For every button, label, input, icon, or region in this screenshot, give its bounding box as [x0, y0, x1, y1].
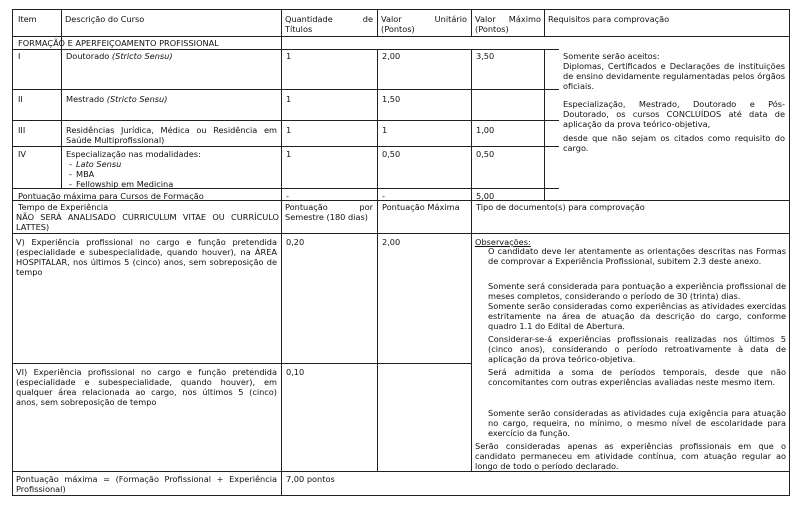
row-qtd: 1	[286, 51, 292, 61]
row-item: II	[18, 94, 23, 104]
pontuacao-total-value: 7,00 pontos	[286, 474, 335, 484]
experiencia-aviso: NÃO SERÁ ANALISADO CURRICULUM VITAE OU CURRÍCULO LATTES)	[16, 212, 279, 232]
observacoes-title: Observações:	[475, 237, 531, 247]
row-desc-text: Mestrado	[66, 94, 105, 104]
row-unit: 0,50	[382, 149, 401, 159]
header-descricao: Descrição do Curso	[65, 14, 145, 24]
observacao: Será admitida a soma de períodos temporais, desde que não concomitantes com outras experiências avaliadas neste mesmo item.	[488, 367, 786, 387]
requisitos-paragraph: desde que não sejam os citados como requisito do cargo.	[563, 133, 785, 153]
row-qtd: 1	[286, 94, 292, 104]
experiencia-desc: VI) Experiência profissional no cargo e função pretendida (especialidade e subespecialidade, quando houver), em qualquer área relacionada ao cargo, nos últimos 5 (cinco) anos, sem sobreposição de tempo	[16, 367, 277, 407]
row-desc	[66, 149, 277, 189]
list-item: - Lato Sensu	[76, 159, 277, 169]
header-valor-unitario: Valor Unitário (Pontos)	[381, 14, 467, 34]
pontuacao-total-label: Pontuação máxima = (Formação Profissional + Experiência Profissional)	[16, 474, 277, 494]
row-qtd: 1	[286, 125, 292, 135]
experiencia-max: 2,00	[382, 237, 401, 247]
row-unit: 1	[382, 125, 388, 135]
row-desc-text: Doutorado	[66, 51, 110, 61]
observacao: Considerar-se-á experiências profissionais realizadas nos últimos 5 (cinco anos), considerando o período retroativamente à data de aplicação da prova teórico-objetiva.	[488, 334, 786, 364]
header-item: Item	[18, 14, 37, 24]
pontuacao-semestre: Pontuação por Semestre (180 dias)	[285, 202, 373, 222]
requisitos-paragraph: Especialização, Mestrado, Doutorado e Pós-Doutorado, os cursos CONCLUÍDOS até data de aplicação da prova teórico-objetiva,	[563, 99, 785, 129]
row-desc-em: (Stricto Sensu)	[111, 51, 173, 61]
row-unit: 2,00	[382, 51, 401, 61]
list-item: - MBA	[76, 169, 277, 179]
row-qtd: 1	[286, 149, 292, 159]
observacao: Somente serão consideradas as atividades cuja exigência para atuação no cargo, requeira, no mínimo, o mesmo nível de escolaridade para exercício da função.	[488, 408, 786, 438]
pontuacao-formacao-qtd: -	[286, 191, 289, 201]
observacao: Somente será considerada para pontuação a experiência profissional de meses completos, considerando o período de 30 (trinta) dias.	[488, 281, 786, 301]
row-max: 1,00	[476, 125, 495, 135]
row-desc	[66, 51, 173, 61]
pontuacao-formacao-unit: -	[382, 191, 385, 201]
row-unit: 1,50	[382, 94, 401, 104]
pontuacao-maxima: Pontuação Máxima	[382, 202, 460, 212]
section-title: FORMAÇÃO E APERFEIÇOAMENTO PROFISSIONAL	[18, 38, 219, 48]
row-item: III	[18, 125, 26, 135]
observacao: Serão consideradas apenas as experiências profissionais em que o candidato permaneceu em atividade contínua, com atuação regular ao longo de todo o período declarado.	[475, 441, 786, 471]
row-desc	[66, 94, 167, 104]
experiencia-pontos: 0,10	[286, 367, 305, 377]
experiencia-tempo: Tempo de Experiência	[18, 202, 109, 212]
row-item: I	[18, 51, 21, 61]
requisitos-paragraph: Diplomas, Certificados e Declarações de instituições de ensino devidamente regulamentadas pelos órgãos oficiais.	[563, 61, 785, 91]
header-quantidade: Quantidade de Títulos	[285, 14, 373, 34]
header-requisitos: Requisitos para comprovação	[548, 14, 670, 24]
row-max: 0,50	[476, 149, 495, 159]
observacao: Somente serão consideradas como experiências as atividades exercidas estritamente na área de atuação da descrição do cargo, conforme quadro 1.1 do Edital de Abertura.	[488, 301, 786, 331]
experiencia-pontos: 0,20	[286, 237, 305, 247]
observacao: O candidato deve ler atentamente as orientações descritas nas Formas de comprovar a Experiência Profissional, subitem 2.3 deste anexo.	[488, 246, 786, 266]
tipo-documento: Tipo de documento(s) para comprovação	[476, 202, 645, 212]
row-desc: Residências Jurídica, Médica ou Residência em Saúde Multiprofissional)	[66, 125, 277, 145]
requisitos-text	[563, 51, 785, 153]
header-valor-maximo: Valor Máximo (Pontos)	[475, 14, 541, 34]
row-item: IV	[18, 149, 27, 159]
pontuacao-formacao-label: Pontuação máxima para Cursos de Formação	[18, 191, 204, 201]
row-desc-em: (Stricto Sensu)	[106, 94, 168, 104]
especializacao-list	[66, 159, 277, 189]
pontuacao-formacao-max: 5,00	[476, 191, 495, 201]
experiencia-desc: V) Experiência profissional no cargo e função pretendida (especialidade e subespecialidade, quando houver), na ÁREA HOSPITALAR, nos últimos 5 (cinco) anos, sem sobreposição de tempo	[16, 237, 277, 277]
row-max: 3,50	[476, 51, 495, 61]
row-desc-text: Especialização nas modalidades:	[66, 149, 201, 159]
requisitos-paragraph: Somente serão aceitos:	[563, 51, 660, 61]
list-item: - Fellowship em Medicina	[76, 179, 277, 189]
